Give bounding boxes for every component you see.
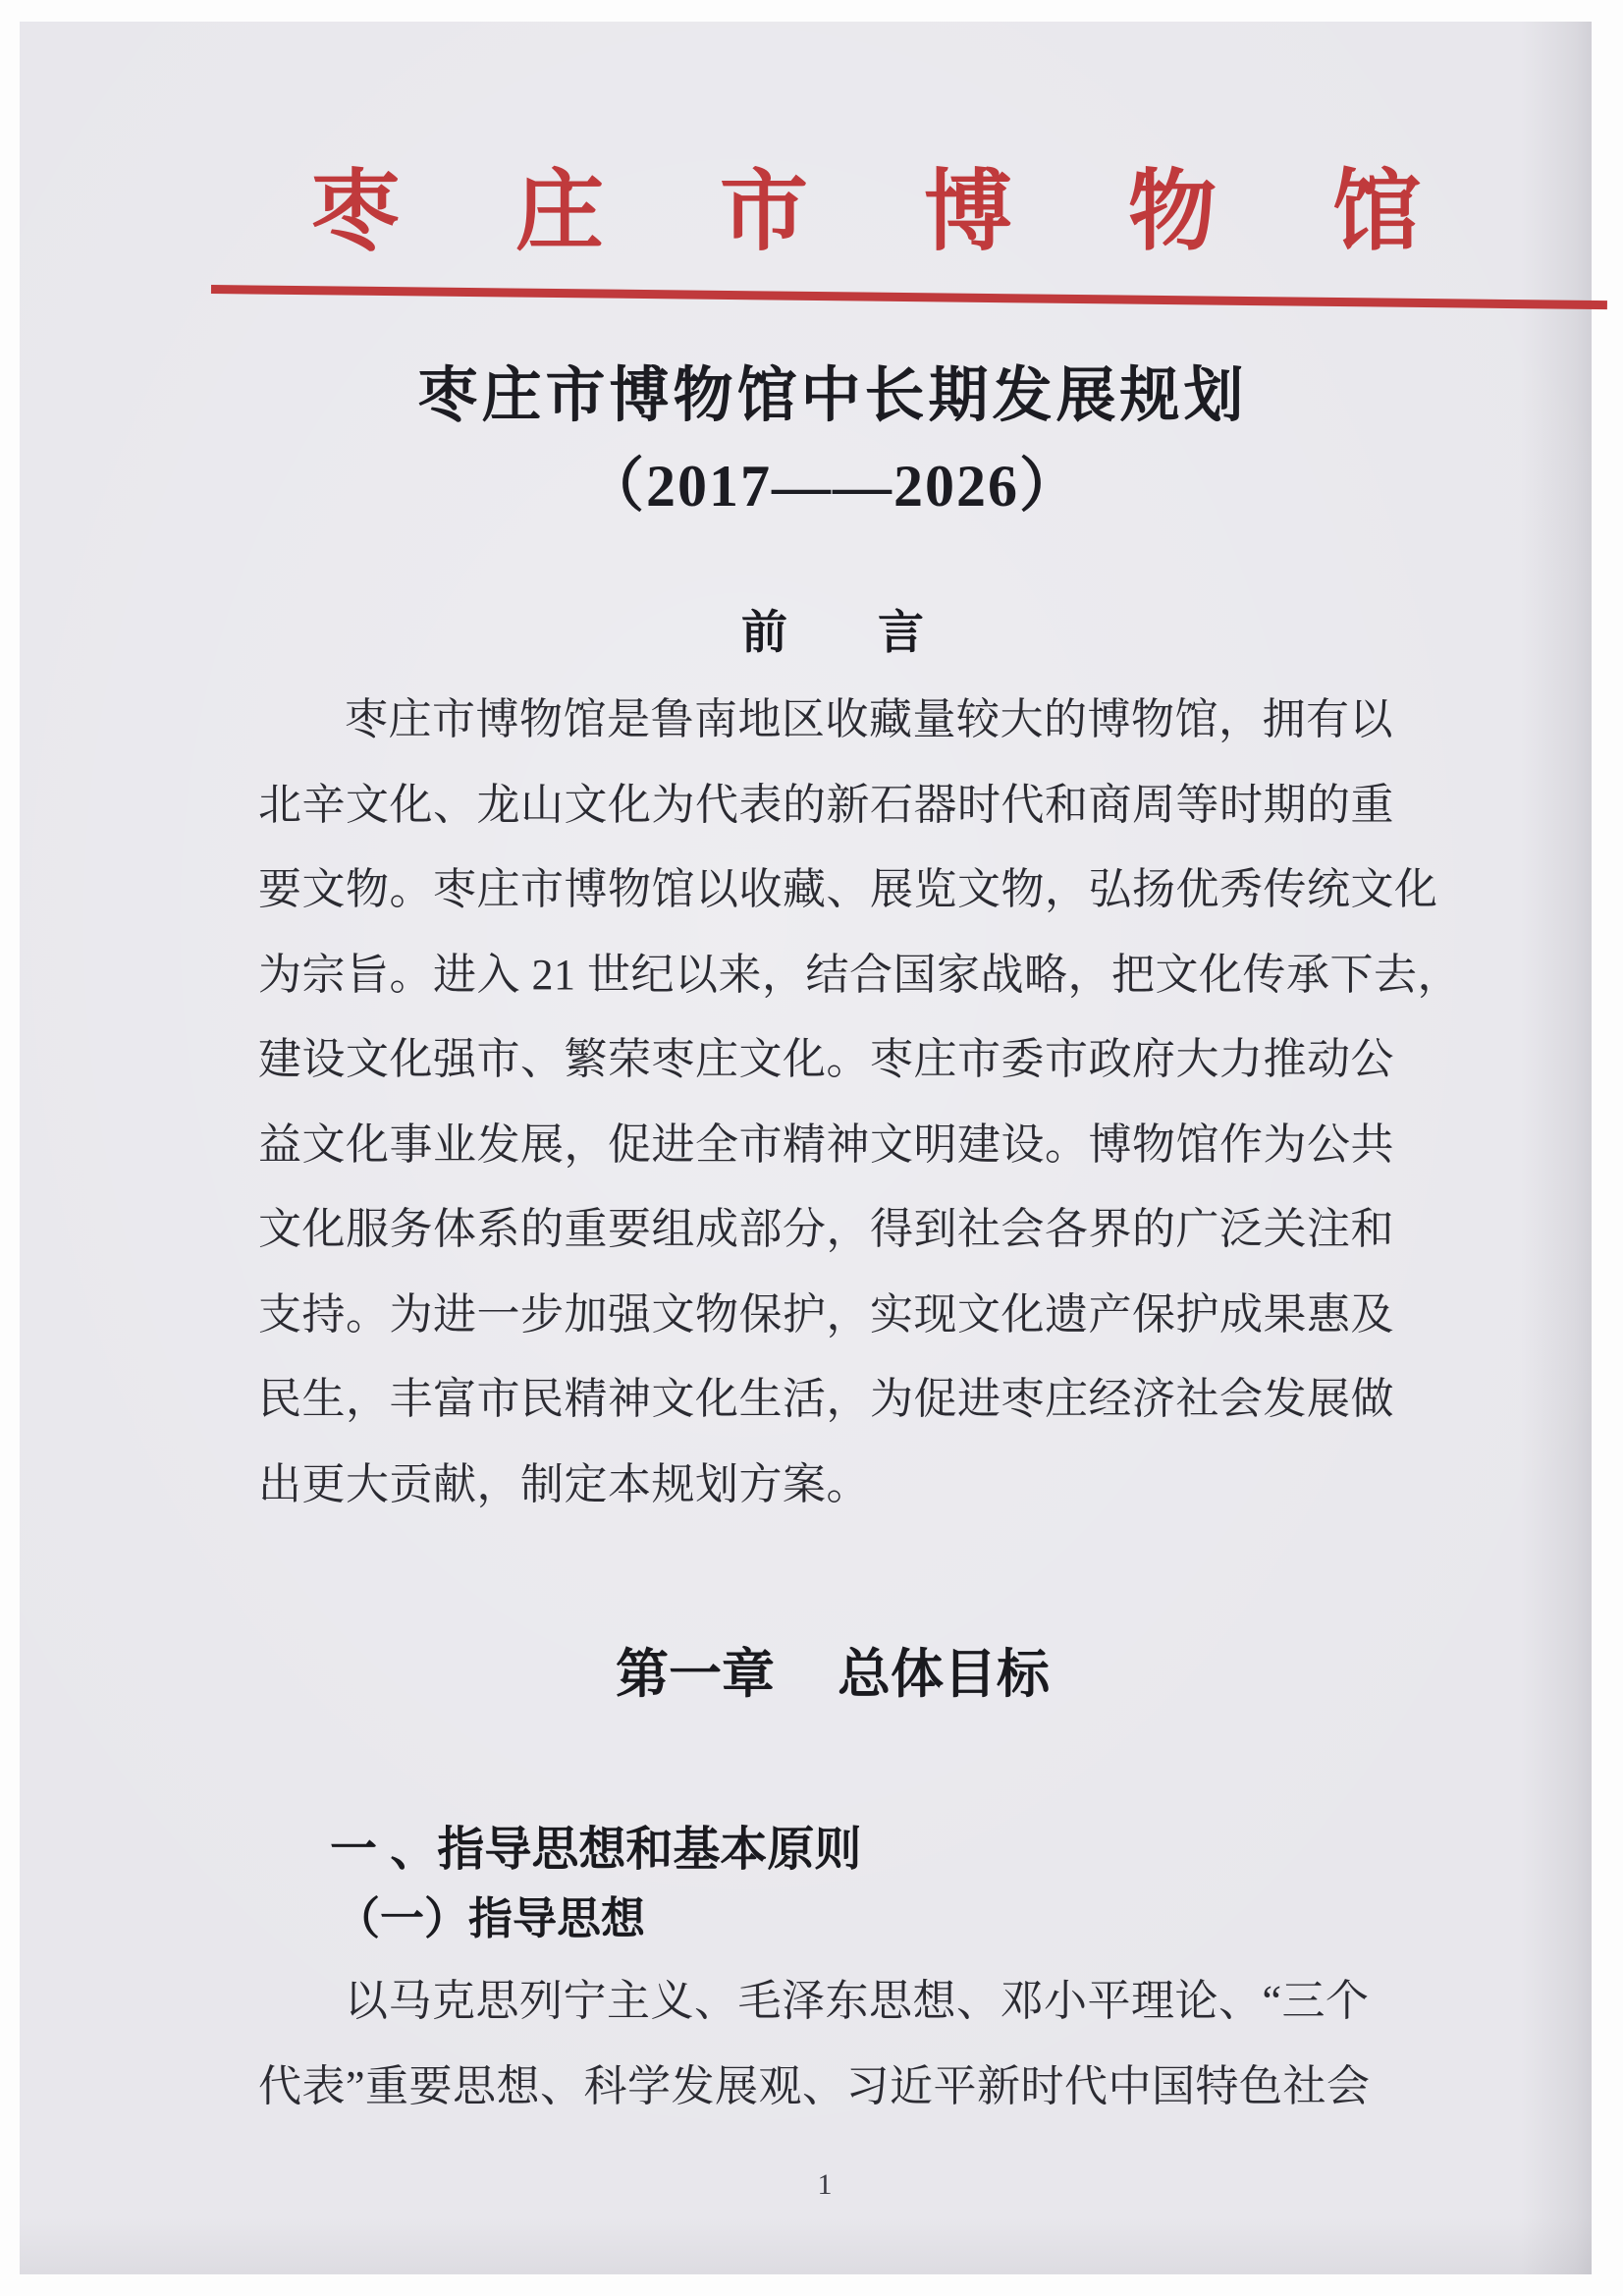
preface-heading <box>741 609 924 660</box>
preface-line: 文化服务体系的重要组成部分，得到社会各界的广泛关注和 <box>258 1205 1394 1253</box>
preface-heading-char: 言 <box>878 608 924 659</box>
preface-line: 益文化事业发展，促进全市精神文明建设。博物馆作为公共 <box>258 1120 1394 1169</box>
preface-line: 支持。为进一步加强文物保护，实现文化遗产保护成果惠及 <box>258 1289 1394 1339</box>
document-title: 枣庄市博物馆中长期发展规划 <box>417 363 1248 429</box>
letterhead-masthead: 枣庄市博物馆 <box>311 164 1537 261</box>
preface-heading-char: 前 <box>741 608 787 659</box>
chapter-title: 总体目标 <box>838 1645 1050 1704</box>
preface-line: 民生，丰富市民精神文化生活，为促进枣庄经济社会发展做 <box>258 1375 1394 1423</box>
preface-line: 要文物。枣庄市博物馆以收藏、展览文物，弘扬优秀传统文化 <box>258 865 1438 913</box>
chapter-paragraph <box>258 1958 1407 2129</box>
masthead-underline <box>211 285 1607 309</box>
chapter-heading <box>616 1644 1050 1705</box>
chapter-line: 以马克思列宁主义、毛泽东思想、邓小平理论、“三个 <box>345 1977 1370 2025</box>
document-title-years: （2017——2026） <box>585 454 1080 519</box>
section-heading: 一 、指导思想和基本原则 <box>330 1824 862 1876</box>
preface-line: 出更大贡献，制定本规划方案。 <box>258 1459 870 1508</box>
subsection-heading: （一）指导思想 <box>336 1893 646 1943</box>
chapter-line: 代表”重要思想、科学发展观、习近平新时代中国特色社会 <box>258 2062 1371 2110</box>
preface-line: 为宗旨。进入 21 世纪以来，结合国家战略，把文化传承下去， <box>258 950 1461 999</box>
preface-paragraph <box>258 678 1461 1527</box>
chapter-number: 第一章 <box>616 1645 775 1704</box>
preface-line: 枣庄市博物馆是鲁南地区收藏量较大的博物馆，拥有以 <box>345 695 1393 743</box>
page-number: 1 <box>817 2168 833 2201</box>
scan-page <box>20 22 1592 2274</box>
preface-line: 建设文化强市、繁荣枣庄文化。枣庄市委市政府大力推动公 <box>258 1035 1394 1083</box>
preface-line: 北辛文化、龙山文化为代表的新石器时代和商周等时期的重 <box>258 780 1394 829</box>
